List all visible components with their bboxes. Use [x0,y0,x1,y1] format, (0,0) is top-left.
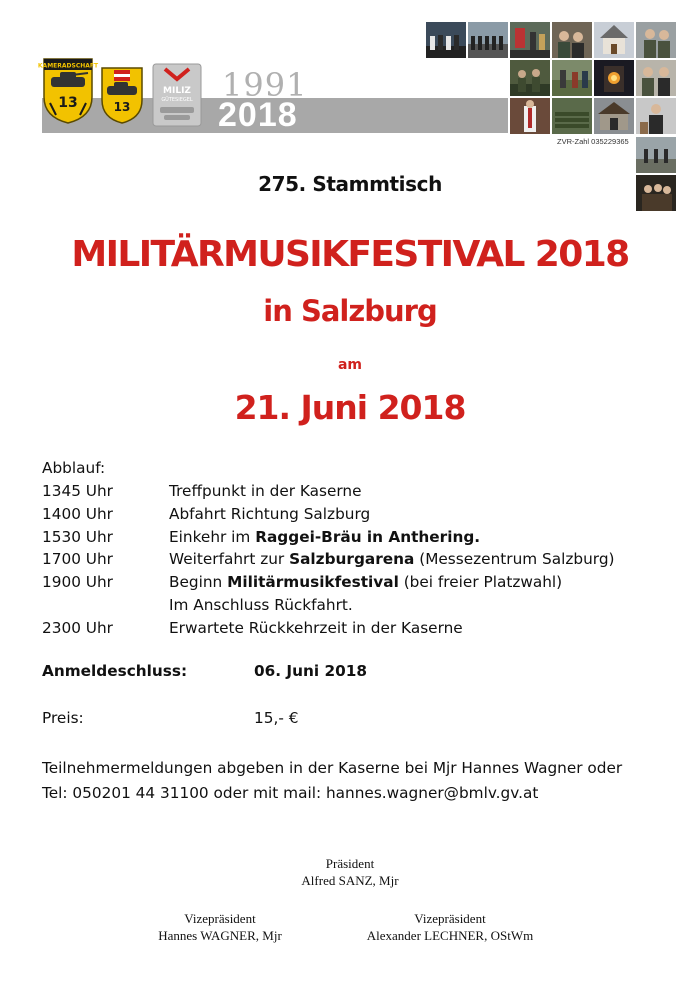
photo-musicians-indoor [426,22,466,58]
photo-handshake [636,60,676,96]
schedule-desc-pre: Abfahrt Richtung Salzburg [169,504,371,523]
photo-mass-priest [510,98,550,134]
year-end: 2018 [218,96,298,134]
photo-formation [552,98,592,134]
registration-info-line2: Tel: 050201 44 31100 oder mit mail: hannes.wagner@bmlv.gv.at [42,784,539,802]
schedule-description [169,573,562,591]
schedule-desc-pre: Erwartete Rückkehrzeit in der Kaserne [169,618,463,637]
vp1-name: Hannes WAGNER, Mjr [158,928,282,943]
date-preposition: am [337,357,363,373]
schedule-desc-pre: Einkehr im [169,527,256,546]
photo-ceremony-flags [510,22,550,58]
photo-hut-visit [594,98,634,134]
year-start: 1991 [222,66,308,104]
badge3-sub: GÜTESIEGEL [161,97,193,103]
schedule-description [169,596,353,614]
schedule-desc-bold: Militärmusikfestival [227,573,399,592]
event-title: MILITÄRMUSIKFESTIVAL 2018 [71,234,629,275]
badge1-number: 13 [58,95,78,111]
price-label: Preis: [42,709,84,727]
vice-president-1-signature [120,910,320,944]
schedule-desc-bold: Raggei-Bräu in Anthering. [255,527,481,546]
kameradschaft-emblem [37,57,99,125]
badge1-label: KAMERADSCHAFT [37,62,99,70]
schedule-description [169,619,463,637]
badge3-title: MILIZ [163,86,191,96]
zvr-number: ZVR-Zahl 035229365 [557,137,629,146]
schedule-time: 2300 Uhr [42,618,113,637]
vp2-title: Vizepräsident [414,911,486,926]
photo-officers-award [636,22,676,58]
registration-info-line1: Teilnehmermeldungen abgeben in der Kaserne bei Mjr Hannes Wagner oder [42,759,623,777]
vp1-title: Vizepräsident [184,911,256,926]
schedule-description [169,505,370,523]
schedule-desc-post: (bei freier Platzwahl) [398,573,563,592]
schedule-time: 1900 Uhr [42,573,113,592]
schedule-time: 1530 Uhr [42,527,113,546]
photo-soldiers-field [510,60,550,96]
schedule-description [169,550,615,568]
photo-candle-shrine [594,60,634,96]
miliz-guetesiegel-seal [152,63,202,127]
schedule-desc-pre: Weiterfahrt zur [169,550,290,569]
price-value: 15,- € [254,709,299,727]
event-location: in Salzburg [263,294,437,328]
schedule-description [169,482,362,500]
schedule-desc-post: (Messezentrum Salzburg) [414,550,615,569]
president-name: Alfred SANZ, Mjr [301,873,399,888]
schedule-desc-pre: Beginn [169,573,228,592]
president-title: Präsident [325,856,375,871]
photo-speaker [636,98,676,134]
schedule-time: 1345 Uhr [42,482,113,500]
deadline-label: Anmeldeschluss: [42,662,188,680]
event-number: 275. Stammtisch [258,172,442,196]
photo-band-parade [468,22,508,58]
vp2-name: Alexander LECHNER, OStWm [366,928,534,943]
deadline-value: 06. Juni 2018 [254,662,368,680]
schedule-heading: Abblauf: [42,459,106,477]
photo-hikers [552,60,592,96]
photo-outdoor-march [636,137,676,173]
schedule-desc-pre: Treffpunkt in der Kaserne [169,482,362,500]
schedule-desc-pre: Im Anschluss Rückfahrt. [169,595,353,614]
schedule-time: 1400 Uhr [42,504,113,523]
schedule-description [169,528,480,546]
schedule-time: 1700 Uhr [42,550,113,569]
badge2-number: 13 [113,100,131,114]
vice-president-2-signature [350,910,550,944]
president-signature [250,855,450,889]
tank-battalion-emblem [100,66,144,125]
photo-group-hall [552,22,592,58]
event-date: 21. Juni 2018 [234,388,466,427]
photo-chapel-snow [594,22,634,58]
schedule-desc-bold: Salzburgarena [289,550,415,569]
